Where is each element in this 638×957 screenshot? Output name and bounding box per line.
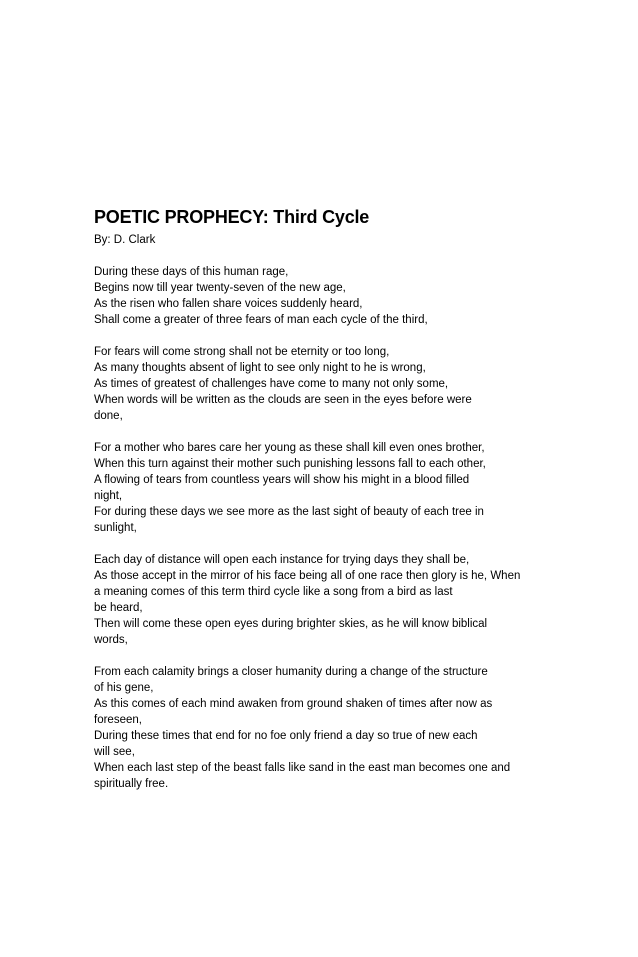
poem-stanza bbox=[94, 344, 614, 424]
poem-body bbox=[94, 264, 614, 792]
poem-line: When this turn against their mother such punishing lessons fall to each other, bbox=[94, 458, 486, 470]
poem-line: Then will come these open eyes during brighter skies, as he will know biblical bbox=[94, 618, 488, 630]
author-byline: By: D. Clark bbox=[94, 234, 156, 246]
poem-line: As times of greatest of challenges have come to many not only some, bbox=[94, 378, 449, 390]
poem-line: As those accept in the mirror of his face being all of one race then glory is he, When bbox=[94, 570, 521, 582]
poem-stanza bbox=[94, 440, 614, 536]
poem-line: A flowing of tears from countless years will show his might in a blood filled bbox=[94, 474, 470, 486]
document-title: POETIC PROPHECY: Third Cycle bbox=[94, 207, 370, 227]
poem-line: When each last step of the beast falls like sand in the east man becomes one and bbox=[94, 762, 511, 774]
poem-line: As this comes of each mind awaken from ground shaken of times after now as bbox=[94, 698, 493, 710]
poem-line: be heard, bbox=[94, 602, 143, 614]
poem-stanza bbox=[94, 552, 614, 648]
poem-line: words, bbox=[94, 634, 128, 646]
poem-line: During these days of this human rage, bbox=[94, 266, 289, 278]
poem-line: will see, bbox=[94, 746, 135, 758]
poem-line: done, bbox=[94, 410, 123, 422]
poem-line: For a mother who bares care her young as these shall kill even ones brother, bbox=[94, 442, 485, 454]
document-page bbox=[94, 206, 614, 792]
poem-line: During these times that end for no foe only friend a day so true of new each bbox=[94, 730, 478, 742]
poem-line: sunlight, bbox=[94, 522, 137, 534]
poem-line: foreseen, bbox=[94, 714, 142, 726]
poem-line: a meaning comes of this term third cycle like a song from a bird as last bbox=[94, 586, 453, 598]
poem-line: For fears will come strong shall not be eternity or too long, bbox=[94, 346, 390, 358]
poem-line: spiritually free. bbox=[94, 778, 169, 790]
poem-line: Shall come a greater of three fears of man each cycle of the third, bbox=[94, 314, 428, 326]
poem-line: For during these days we see more as the last sight of beauty of each tree in bbox=[94, 506, 484, 518]
poem-line: Begins now till year twenty-seven of the new age, bbox=[94, 282, 346, 294]
poem-line: From each calamity brings a closer humanity during a change of the structure bbox=[94, 666, 488, 678]
poem-stanza bbox=[94, 264, 614, 328]
poem-line: Each day of distance will open each instance for trying days they shall be, bbox=[94, 554, 470, 566]
poem-line: When words will be written as the clouds are seen in the eyes before were bbox=[94, 394, 472, 406]
poem-stanza bbox=[94, 664, 614, 792]
poem-line: As the risen who fallen share voices suddenly heard, bbox=[94, 298, 363, 310]
poem-line: As many thoughts absent of light to see only night to he is wrong, bbox=[94, 362, 426, 374]
poem-line: of his gene, bbox=[94, 682, 154, 694]
poem-line: night, bbox=[94, 490, 123, 502]
